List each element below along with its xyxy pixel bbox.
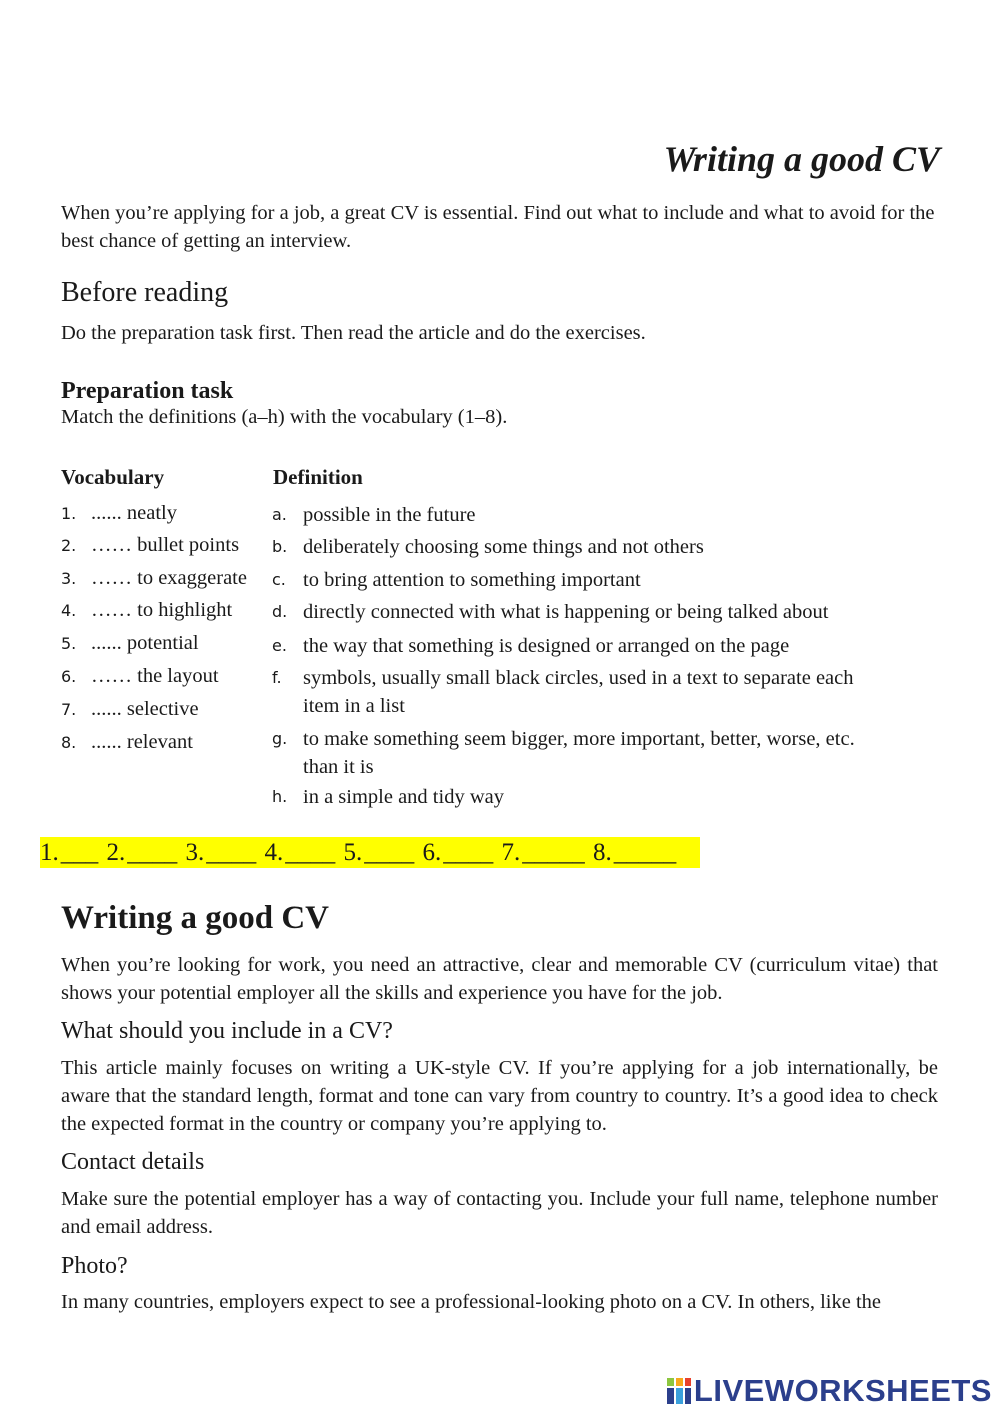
vocab-text: ...... neatly	[91, 502, 177, 524]
vocab-text: …… bullet points	[91, 534, 240, 556]
definition-letter: b.	[272, 537, 288, 556]
section-text-include: This article mainly focuses on writing a UK-style CV. If you’re applying for a job internationally, be aware that the standard length, format and tone can vary from country to country. It’s a good idea to check the expected format in the country or company you’re applying to.	[61, 1057, 938, 1135]
section-heading-photo: Photo?	[61, 1253, 128, 1279]
vocab-number: 8.	[61, 733, 77, 752]
answer-label: 5.	[343, 839, 363, 866]
definition-text: to bring attention to something important	[303, 569, 641, 591]
liveworksheets-logo	[666, 1373, 992, 1409]
section-heading-contact: Contact details	[61, 1149, 205, 1175]
vocab-text: ...... relevant	[91, 731, 193, 753]
definition-item	[272, 501, 892, 529]
answer-blank[interactable]: ____	[443, 839, 494, 866]
definition-letter: e.	[272, 636, 287, 655]
definition-letter: f.	[272, 668, 282, 687]
definition-letter: a.	[272, 505, 287, 524]
answer-label: 2.	[106, 839, 126, 866]
definition-item	[272, 598, 892, 626]
answer-label: 8.	[593, 839, 612, 866]
section-text-contact: Make sure the potential employer has a way of contacting you. Include your full name, telephone number and email address.	[61, 1188, 938, 1238]
before-reading-text: Do the preparation task first. Then read the article and do the exercises.	[61, 322, 646, 344]
answer-blank[interactable]: ____	[206, 839, 257, 866]
vocab-number: 5.	[61, 634, 77, 653]
answer-blank[interactable]: ____	[364, 839, 415, 866]
answer-label: 4.	[264, 839, 284, 866]
vocab-number: 6.	[61, 667, 77, 686]
definition-text: directly connected with what is happening or being talked about	[303, 601, 829, 623]
vocab-item	[61, 567, 247, 590]
intro-paragraph: When you’re applying for a job, a great CV is essential. Find out what to include and what to avoid for the best chance of getting an interview.	[61, 202, 935, 252]
definition-column-header: Definition	[273, 465, 363, 489]
definition-text: deliberately choosing some things and not others	[303, 536, 704, 558]
answer-label: 6.	[422, 839, 442, 866]
answer-blank[interactable]: ____	[285, 839, 336, 866]
vocab-item	[61, 534, 239, 557]
vocab-item	[61, 731, 193, 754]
vocab-text: …… to highlight	[91, 599, 233, 621]
definition-text: symbols, usually small black circles, used in a text to separate each item in a list	[303, 667, 854, 717]
answer-blank[interactable]: ____	[127, 839, 178, 866]
answer-blank[interactable]: ___	[60, 839, 99, 866]
vocabulary-column-header: Vocabulary	[61, 465, 165, 489]
definition-letter: d.	[272, 602, 288, 621]
before-reading-heading: Before reading	[61, 277, 229, 308]
section-heading-include: What should you include in a CV?	[61, 1018, 393, 1044]
preparation-instructions: Match the definitions (a–h) with the vocabulary (1–8).	[61, 406, 508, 428]
answer-label: 3.	[185, 839, 205, 866]
vocab-number: 4.	[61, 601, 77, 620]
preparation-heading: Preparation task	[61, 378, 234, 404]
vocab-item	[61, 502, 177, 525]
vocab-number: 1.	[61, 504, 77, 523]
definition-letter: h.	[272, 787, 288, 806]
definition-item	[272, 725, 892, 781]
article-heading: Writing a good CV	[61, 900, 329, 936]
definition-item	[272, 783, 892, 811]
definition-item	[272, 566, 892, 594]
answer-blank[interactable]: _____	[613, 839, 677, 866]
definition-item	[272, 533, 892, 561]
vocab-number: 3.	[61, 569, 77, 588]
page-title: Writing a good CV	[663, 139, 940, 179]
definition-text: possible in the future	[303, 504, 476, 526]
definition-text: in a simple and tidy way	[303, 786, 504, 808]
vocab-text: …… the layout	[91, 665, 219, 687]
vocab-text: ...... potential	[91, 632, 199, 654]
section-text-photo: In many countries, employers expect to see a professional-looking photo on a CV. In others, like the	[61, 1291, 881, 1313]
definition-text: the way that something is designed or arranged on the page	[303, 635, 790, 657]
definition-item	[272, 632, 892, 660]
vocab-item	[61, 698, 199, 721]
liveworksheets-logo-text: LIVEWORKSHEETS	[693, 1373, 992, 1408]
liveworksheets-logo-icon	[666, 1377, 692, 1405]
article-intro: When you’re looking for work, you need an attractive, clear and memorable CV (curriculum vitae) that shows your potential employer all the skills and experience you have for the job.	[61, 954, 938, 1004]
definition-item	[272, 664, 892, 720]
vocab-text: …… to exaggerate	[91, 567, 247, 589]
definition-text: to make something seem bigger, more important, better, worse, etc. than it is	[303, 728, 855, 778]
answer-label: 1.	[40, 839, 59, 866]
vocab-number: 2.	[61, 536, 77, 555]
vocab-item	[61, 599, 232, 622]
vocab-item	[61, 665, 219, 688]
answer-blank[interactable]: _____	[522, 839, 585, 866]
vocab-text: ...... selective	[91, 698, 199, 720]
vocab-number: 7.	[61, 700, 77, 719]
answer-label: 7.	[501, 839, 521, 866]
vocab-item	[61, 632, 199, 655]
answer-strip	[40, 837, 700, 868]
definition-letter: g.	[272, 729, 288, 748]
definition-letter: c.	[272, 570, 286, 589]
